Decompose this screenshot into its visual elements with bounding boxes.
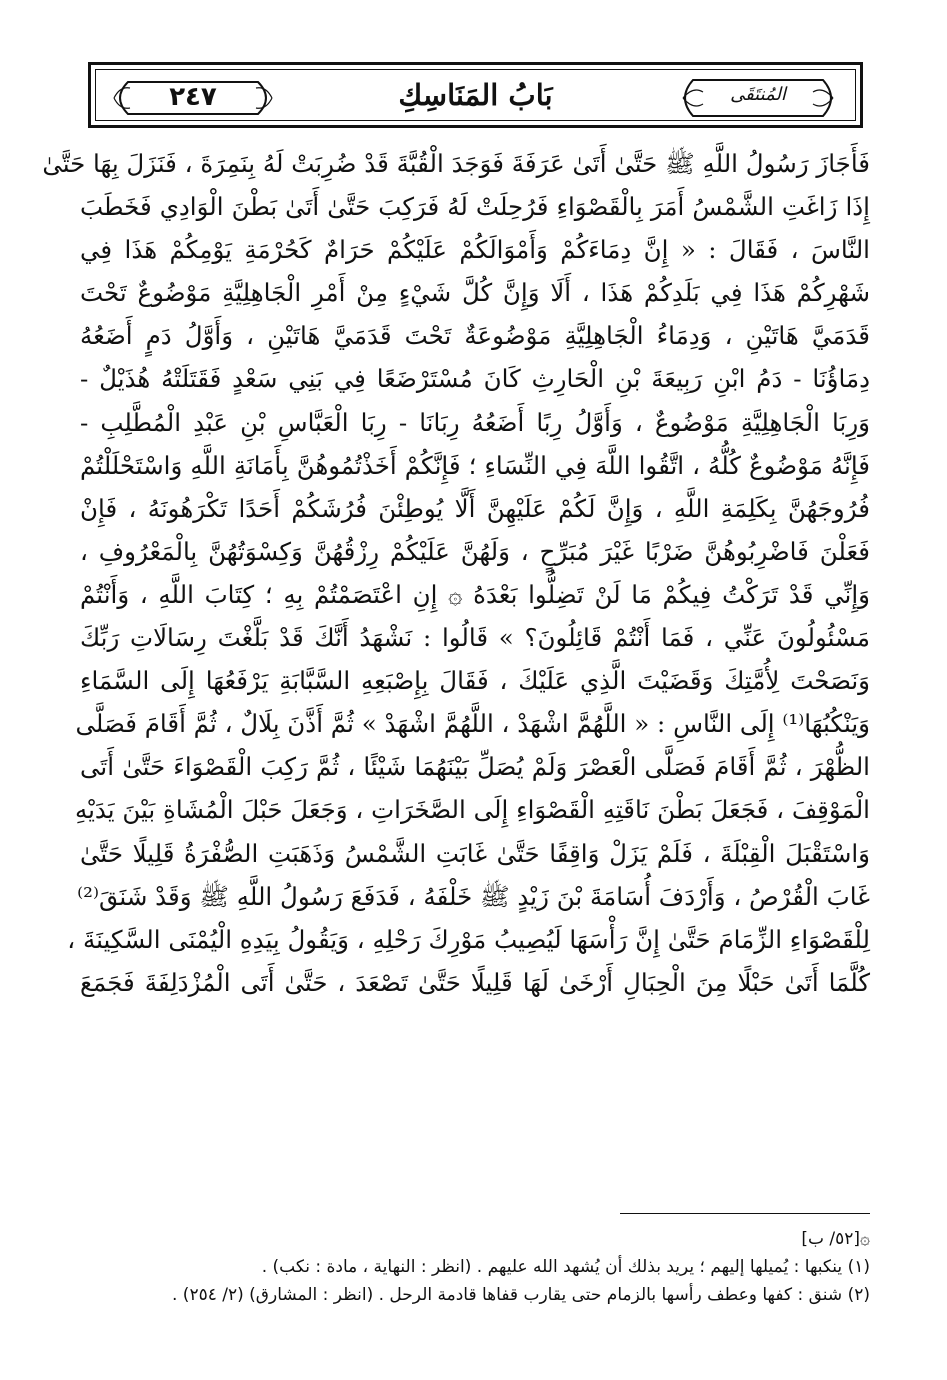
text-line: وَنَصَحْتَ لِأُمَّتِكَ وَقَضَيْتَ الَّذِي عَلَيْكَ ، فَقَالَ بِإِصْبَعِهِ السَّبَّابَةِ يَرْفَعُهَا إِلَى السَّمَاءِ — [80, 666, 870, 696]
footnote-1: (١) ينكبها : يُميلها إليهم ؛ يريد بذلك أن يُشهد الله عليهم . (انظر : النهاية ، مادة : نكب) . — [261, 1257, 870, 1277]
footnotes — [80, 1225, 870, 1330]
text-line: الْمَوْقِفَ ، فَجَعَلَ بَطْنَ نَاقَتِهِ الْقَصْوَاءِ إِلَى الصَّخَرَاتِ ، وَجَعَلَ حَبْلَ الْمُشَاةِ بَيْنَ يَدَيْهِ — [74, 795, 870, 825]
text-line: مَسْئُولُونَ عَنِّي ، فَمَا أَنْتُمْ قَائِلُونَ؟ » قَالُوا : نَشْهَدُ أَنَّكَ قَدْ بَلَّغْتَ رِسَالَاتِ رَبِّكَ — [80, 623, 870, 653]
text-line: دِمَاؤُنَا - دَمُ ابْنِ رَبِيعَةَ بْنِ الْحَارِثِ كَانَ مُسْتَرْضَعًا فِي بَنِي سَعْدٍ فَقَتَلَتْهُ هُذَيْلٌ - — [80, 364, 870, 394]
text-line: فَعَلْنَ فَاضْرِبُوهُنَّ ضَرْبًا غَيْرَ مُبَرِّحٍ ، وَلَهُنَّ عَلَيْكُمْ رِزْقُهُنَّ وَكِسْوَتُهُنَّ بِالْمَعْرُوفِ ، — [80, 536, 870, 566]
main-text — [42, 142, 870, 1197]
header-frame — [95, 69, 856, 121]
text-line: وَاسْتَقْبَلَ الْقِبْلَةَ ، فَلَمْ يَزَلْ وَاقِفًا حَتَّىٰ غَابَتِ الشَّمْسُ وَذَهَبَتِ الصُّفْرَةُ قَلِيلًا حَتَّىٰ — [80, 838, 870, 868]
text-line: شَهْرِكُمْ هَذَا فِي بَلَدِكُمْ هَذَا ، أَلَا وَإِنَّ كُلَّ شَيْءٍ مِنْ أَمْرِ الْجَاهِلِيَّةِ مَوْضُوعٌ تَحْتَ — [80, 278, 870, 308]
page-number-ornament — [108, 78, 278, 118]
page-header — [88, 62, 863, 128]
footnote-2: (٢) شنق : كفها وعطف رأسها بالزمام حتى يقارب قفاها قادمة الرحل . (انظر : المشارق) (٢/ ٢٥٤) . — [171, 1285, 870, 1305]
text-line: فُرُوجَهُنَّ بِكَلِمَةِ اللَّهِ ، وَإِنَّ لَكُمْ عَلَيْهِنَّ أَلَّا يُوطِئْنَ فُرُشَكُمْ أَحَدًا تَكْرَهُونَهُ ، فَإِنْ — [80, 493, 870, 523]
text-line: وَيَنْكُبُهَا⁽¹⁾ إِلَى النَّاسِ : « اللَّهُمَّ اشْهَدْ ، اللَّهُمَّ اشْهَدْ » ثُمَّ أَذَّنَ بِلَالٌ ، ثُمَّ أَقَامَ فَصَلَّى — [75, 709, 870, 739]
text-line: فَإِنَّهُ مَوْضُوعٌ كُلُّهُ ، اتَّقُوا اللَّهَ فِي النِّسَاءِ ؛ فَإِنَّكُمْ أَخَذْتُمُوهُنَّ بِأَمَانَةِ اللَّهِ وَاسْتَحْلَلْتُمْ — [80, 450, 870, 480]
book-logo — [673, 76, 843, 120]
text-line: كُلَّمَا أَتَىٰ حَبْلًا مِنَ الْحِبَالِ أَرْخَىٰ لَهَا قَلِيلًا حَتَّىٰ تَصْعَدَ ، حَتَّىٰ أَتَى الْمُزْدَلِفَةَ فَجَمَعَ — [80, 967, 870, 997]
chapter-title: بَابُ المَنَاسِكِ — [398, 78, 553, 112]
logo-text: المُنتَقَى — [730, 84, 786, 105]
text-line: النَّاسَ ، فَقَالَ : « إِنَّ دِمَاءَكُمْ وَأَمْوَالَكُمْ عَلَيْكُمْ حَرَامٌ كَحُرْمَةِ يَوْمِكُمْ هَذَا فِي — [80, 235, 870, 265]
page-number: ٢٤٧ — [169, 82, 217, 112]
text-line: الظُّهْرَ ، ثُمَّ أَقَامَ فَصَلَّى الْعَصْرَ وَلَمْ يُصَلِّ بَيْنَهُمَا شَيْئًا ، ثُمَّ رَكِبَ الْقَصْوَاءَ حَتَّىٰ أَتَى — [80, 752, 870, 782]
text-line: وَإِنِّي قَدْ تَرَكْتُ فِيكُمْ مَا لَنْ تَضِلُّوا بَعْدَهُ ۞ إِنِ اعْتَصَمْتُمْ بِهِ ؛ كِتَابَ اللَّهِ ، وَأَنْتُمْ — [80, 579, 870, 609]
text-line: قَدَمَيَّ هَاتَيْنِ ، وَدِمَاءُ الْجَاهِلِيَّةِ مَوْضُوعَةٌ تَحْتَ قَدَمَيَّ هَاتَيْنِ ، وَأَوَّلُ دَمٍ أَضَعُهُ — [80, 321, 870, 351]
text-line: وَرِبَا الْجَاهِلِيَّةِ مَوْضُوعٌ ، وَأَوَّلُ رِبًا أَضَعُهُ رِبَانَا - رِبَا الْعَبَّاسِ بْنِ عَبْدِ الْمُطَّلِبِ - — [80, 407, 870, 437]
footnote-separator — [620, 1213, 870, 1214]
text-line: إِذَا زَاغَتِ الشَّمْسُ أَمَرَ بِالْقَصْوَاءِ فَرُحِلَتْ لَهُ فَرَكِبَ حَتَّىٰ أَتَىٰ بَطْنَ الْوَادِي فَخَطَبَ — [80, 192, 870, 222]
text-line: فَأَجَازَ رَسُولُ اللَّهِ ﷺ حَتَّىٰ أَتَىٰ عَرَفَةَ فَوَجَدَ الْقُبَّةَ قَدْ ضُرِبَتْ لَهُ بِنَمِرَةَ ، فَنَزَلَ بِهَا حَتَّىٰ — [42, 149, 870, 178]
text-line: لِلْقَصْوَاءِ الزِّمَامَ حَتَّىٰ إِنَّ رَأْسَهَا لَيُصِيبُ مَوْرِكَ رَحْلِهِ ، وَيَقُولُ بِيَدِهِ الْيُمْنَى السَّكِينَةَ ، — [67, 924, 870, 954]
text-line: غَابَ الْقُرْصُ ، وَأَرْدَفَ أُسَامَةَ بْنَ زَيْدٍ ﷺ خَلْفَهُ ، فَدَفَعَ رَسُولُ اللَّهِ ﷺ وَقَدْ شَنَقَ⁽²⁾ — [77, 881, 870, 911]
folio-marker: ۞[٥٢/ ب] — [801, 1229, 870, 1249]
